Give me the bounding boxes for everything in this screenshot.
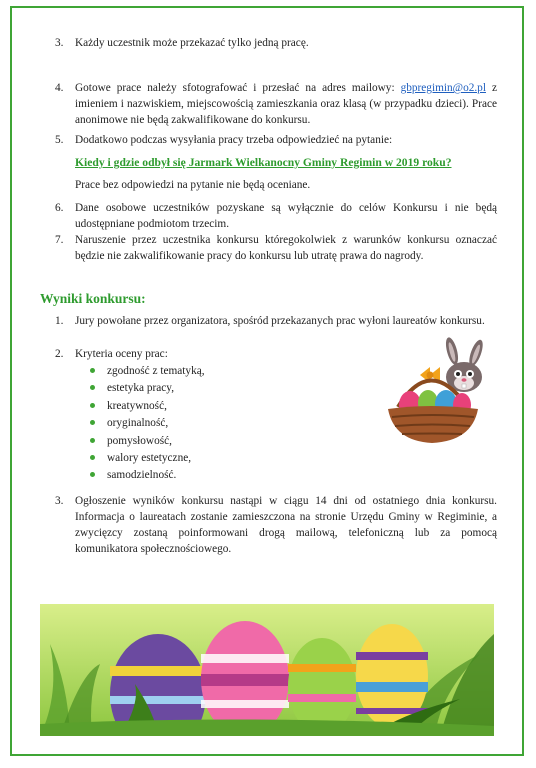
result-1-text: Jury powołane przez organizatora, spośród przekazanych prac wyłoni laureatów konkursu.	[75, 315, 485, 327]
rule-5-number: 5.	[55, 134, 64, 146]
criterion-item: estetyka pracy,	[90, 380, 290, 397]
criteria-list	[90, 363, 290, 485]
result-1-number: 1.	[55, 315, 64, 327]
criterion-item: samodzielność.	[90, 467, 290, 484]
bullet-icon	[90, 403, 95, 408]
result-3-number: 3.	[55, 495, 64, 507]
rule-3-text: Każdy uczestnik może przekazać tylko jedną pracę.	[75, 37, 309, 49]
rule-6-number: 6.	[55, 202, 64, 214]
rule-6-text: Dane osobowe uczestników pozyskane są wyłącznie do celów Konkursu i nie będą udostępniane podmiotom trzecim.	[75, 202, 497, 230]
rule-4-block	[75, 80, 497, 128]
email-link[interactable]: gbpregimin@o2.pl	[400, 82, 486, 94]
results-heading: Wyniki konkursu:	[40, 291, 146, 306]
criterion-item: pomysłowość,	[90, 433, 290, 450]
bullet-icon	[90, 472, 95, 477]
rule-4-number: 4.	[55, 82, 64, 94]
bullet-icon	[90, 368, 95, 373]
contest-question: Kiedy i gdzie odbył się Jarmark Wielkanocny Gminy Regimin w 2019 roku?	[75, 156, 452, 169]
bunny-basket-illustration	[380, 337, 490, 447]
result-2-text: Kryteria oceny prac:	[75, 348, 168, 360]
rule-7-text: Naruszenie przez uczestnika konkursu któregokolwiek z warunków konkursu oznaczać będzie nie zakwalifikowanie pracy do konkursu lub utratę prawa do nagrody.	[75, 234, 497, 262]
bullet-icon	[90, 420, 95, 425]
rule-4-line1: Gotowe prace należy sfotografować i przesłać na adres mailowy:	[75, 82, 401, 94]
bullet-icon	[90, 385, 95, 390]
rule-7-number: 7.	[55, 234, 64, 246]
bullet-icon	[90, 455, 95, 460]
rule-4-rest: z imieniem i nazwiskiem, miejscowością zamieszkania oraz klasą (w przypadku dzieci). Prace anonimowe nie będą zakwalifikowane do konkursu.	[75, 82, 497, 126]
rule-3-number: 3.	[55, 37, 64, 49]
no-answer-note: Prace bez odpowiedzi na pytanie nie będą oceniane.	[75, 179, 311, 191]
easter-eggs-banner	[40, 604, 494, 736]
result-2-number: 2.	[55, 348, 64, 360]
result-3-text: Ogłoszenie wyników konkursu nastąpi w ciągu 14 dni od ostatniego dnia konkursu. Informacja o laureatach zostanie zamieszczona na stronie Urzędu Gminy w Regiminie, a zwycięzcy zostaną poinformowani drogą mailową, telefoniczną lub za pomocą komunikatora społecznościowego.	[75, 495, 497, 555]
criterion-item: zgodność z tematyką,	[90, 363, 290, 380]
rule-5-text: Dodatkowo podczas wysyłania pracy trzeba odpowiedzieć na pytanie:	[75, 134, 393, 146]
criterion-item: kreatywność,	[90, 398, 290, 415]
criterion-item: walory estetyczne,	[90, 450, 290, 467]
bullet-icon	[90, 438, 95, 443]
criterion-item: oryginalność,	[90, 415, 290, 432]
